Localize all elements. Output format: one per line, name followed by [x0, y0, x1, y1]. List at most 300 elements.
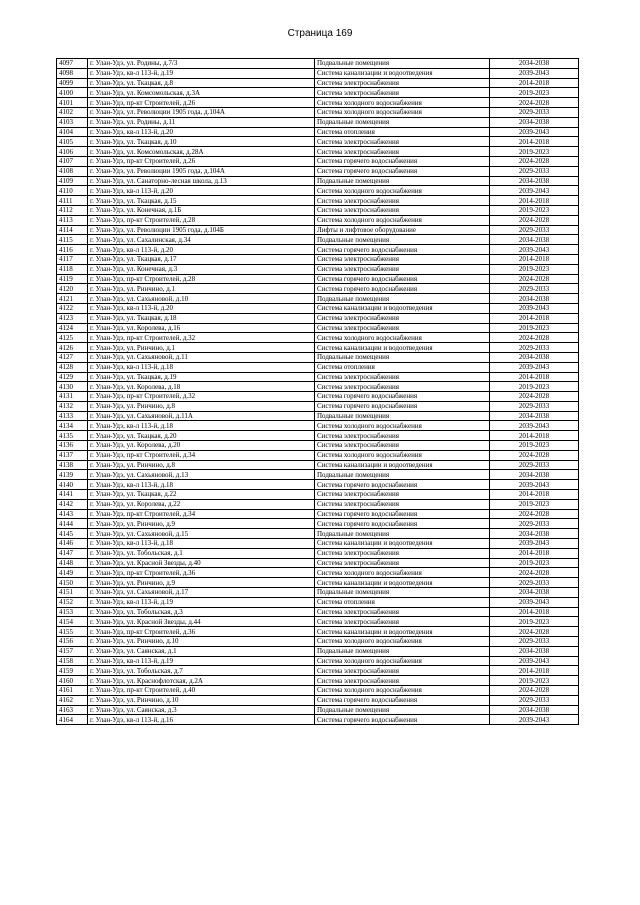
- system-cell: Система электроснабжения: [315, 205, 490, 215]
- period-cell: 2034-2038: [490, 176, 579, 186]
- row-number: 4154: [57, 617, 88, 627]
- row-number: 4111: [57, 196, 88, 206]
- system-cell: Система холодного водоснабжения: [315, 107, 490, 117]
- table-row: [57, 646, 579, 656]
- table-row: [57, 411, 579, 421]
- system-cell: Система канализации и водоотведения: [315, 539, 490, 549]
- system-cell: Система горячего водоснабжения: [315, 156, 490, 166]
- system-cell: Система горячего водоснабжения: [315, 166, 490, 176]
- system-cell: Система горячего водоснабжения: [315, 401, 490, 411]
- row-number: 4113: [57, 215, 88, 225]
- period-cell: 2019-2023: [490, 205, 579, 215]
- address-cell: г. Улан-Удэ, кв-л 113-й, д.19: [88, 68, 315, 78]
- table-row: [57, 245, 579, 255]
- table-row: [57, 254, 579, 264]
- period-cell: 2029-2033: [490, 519, 579, 529]
- system-cell: Система холодного водоснабжения: [315, 98, 490, 108]
- address-cell: г. Улан-Удэ, ул. Ринчино, д.8: [88, 460, 315, 470]
- row-number: 4132: [57, 401, 88, 411]
- table-row: [57, 176, 579, 186]
- address-cell: г. Улан-Удэ, ул. Краснофлотская, д.2А: [88, 676, 315, 686]
- period-cell: 2024-2028: [490, 392, 579, 402]
- table-row: [57, 166, 579, 176]
- system-cell: Система холодного водоснабжения: [315, 450, 490, 460]
- table-row: [57, 695, 579, 705]
- period-cell: 2024-2028: [490, 509, 579, 519]
- system-cell: Система электроснабжения: [315, 372, 490, 382]
- address-cell: г. Улан-Удэ, ул. Ринчино, д.1: [88, 343, 315, 353]
- period-cell: 2039-2043: [490, 421, 579, 431]
- row-number: 4102: [57, 107, 88, 117]
- row-number: 4148: [57, 558, 88, 568]
- address-cell: г. Улан-Удэ, ул. Саянская, д.3: [88, 705, 315, 715]
- period-cell: 2014-2018: [490, 548, 579, 558]
- period-cell: 2034-2038: [490, 235, 579, 245]
- table-row: [57, 323, 579, 333]
- period-cell: 2014-2018: [490, 196, 579, 206]
- table-row: [57, 450, 579, 460]
- address-cell: г. Улан-Удэ, ул. Ткацкая, д.22: [88, 490, 315, 500]
- system-cell: Система горячего водоснабжения: [315, 245, 490, 255]
- row-number: 4104: [57, 127, 88, 137]
- row-number: 4117: [57, 254, 88, 264]
- address-cell: г. Улан-Удэ, ул. Тобольская, д.3: [88, 607, 315, 617]
- table-row: [57, 578, 579, 588]
- address-cell: г. Улан-Удэ, пр-кт Строителей, д.28: [88, 215, 315, 225]
- row-number: 4141: [57, 490, 88, 500]
- row-number: 4107: [57, 156, 88, 166]
- system-cell: Лифты и лифтовое оборудование: [315, 225, 490, 235]
- table-row: [57, 529, 579, 539]
- system-cell: Подвальные помещения: [315, 588, 490, 598]
- system-cell: Система электроснабжения: [315, 137, 490, 147]
- row-number: 4145: [57, 529, 88, 539]
- address-cell: г. Улан-Удэ, ул. Революции 1905 года, д.104А: [88, 107, 315, 117]
- address-cell: г. Улан-Удэ, ул. Ринчино, д.10: [88, 695, 315, 705]
- system-cell: Подвальные помещения: [315, 646, 490, 656]
- period-cell: 2014-2018: [490, 490, 579, 500]
- table-row: [57, 127, 579, 137]
- system-cell: Система электроснабжения: [315, 88, 490, 98]
- row-number: 4140: [57, 480, 88, 490]
- period-cell: 2014-2018: [490, 254, 579, 264]
- address-cell: г. Улан-Удэ, пр-кт Строителей, д.40: [88, 686, 315, 696]
- table-row: [57, 607, 579, 617]
- table-row: [57, 676, 579, 686]
- period-cell: 2039-2043: [490, 245, 579, 255]
- table-row: [57, 617, 579, 627]
- table-row: [57, 225, 579, 235]
- table-row: [57, 441, 579, 451]
- address-cell: г. Улан-Удэ, ул. Сахьяновой, д.13: [88, 470, 315, 480]
- address-cell: г. Улан-Удэ, кв-л 113-й, д.20: [88, 245, 315, 255]
- system-cell: Система канализации и водоотведения: [315, 343, 490, 353]
- system-cell: Система электроснабжения: [315, 264, 490, 274]
- period-cell: 2039-2043: [490, 715, 579, 725]
- table-row: [57, 666, 579, 676]
- table-row: [57, 558, 579, 568]
- address-cell: г. Улан-Удэ, ул. Королева, д.16: [88, 323, 315, 333]
- system-cell: Система электроснабжения: [315, 254, 490, 264]
- system-cell: Подвальные помещения: [315, 470, 490, 480]
- period-cell: 2019-2023: [490, 441, 579, 451]
- system-cell: Система холодного водоснабжения: [315, 656, 490, 666]
- row-number: 4103: [57, 117, 88, 127]
- period-cell: 2029-2033: [490, 107, 579, 117]
- system-cell: Система отопления: [315, 597, 490, 607]
- period-cell: 2039-2043: [490, 539, 579, 549]
- address-cell: г. Улан-Удэ, ул. Красной Звезды, д.44: [88, 617, 315, 627]
- row-number: 4143: [57, 509, 88, 519]
- table-row: [57, 705, 579, 715]
- system-cell: Система электроснабжения: [315, 441, 490, 451]
- row-number: 4119: [57, 274, 88, 284]
- system-cell: Система холодного водоснабжения: [315, 637, 490, 647]
- address-cell: г. Улан-Удэ, ул. Тобольская, д.7: [88, 666, 315, 676]
- system-cell: Подвальные помещения: [315, 352, 490, 362]
- period-cell: 2039-2043: [490, 597, 579, 607]
- period-cell: 2039-2043: [490, 303, 579, 313]
- address-cell: г. Улан-Удэ, пр-кт Строителей, д.34: [88, 509, 315, 519]
- address-cell: г. Улан-Удэ, ул. Революции 1905 года, д.104Б: [88, 225, 315, 235]
- period-cell: 2024-2028: [490, 156, 579, 166]
- row-number: 4115: [57, 235, 88, 245]
- address-cell: г. Улан-Удэ, кв-л 113-й, д.18: [88, 421, 315, 431]
- address-cell: г. Улан-Удэ, ул. Санаторно-лесная школа, д.13: [88, 176, 315, 186]
- system-cell: Система холодного водоснабжения: [315, 421, 490, 431]
- row-number: 4135: [57, 431, 88, 441]
- row-number: 4101: [57, 98, 88, 108]
- period-cell: 2014-2018: [490, 372, 579, 382]
- table-row: [57, 597, 579, 607]
- address-cell: г. Улан-Удэ, ул. Ткацкая, д.19: [88, 372, 315, 382]
- period-cell: 2024-2028: [490, 215, 579, 225]
- system-cell: Система горячего водоснабжения: [315, 509, 490, 519]
- row-number: 4106: [57, 147, 88, 157]
- row-number: 4160: [57, 676, 88, 686]
- row-number: 4142: [57, 499, 88, 509]
- address-cell: г. Улан-Удэ, кв-л 113-й, д.20: [88, 303, 315, 313]
- period-cell: 2019-2023: [490, 499, 579, 509]
- address-cell: г. Улан-Удэ, ул. Сахьяновой, д.15: [88, 529, 315, 539]
- period-cell: 2039-2043: [490, 362, 579, 372]
- row-number: 4162: [57, 695, 88, 705]
- system-cell: Система канализации и водоотведения: [315, 303, 490, 313]
- table-row: [57, 362, 579, 372]
- table-row: [57, 156, 579, 166]
- table-row: [57, 274, 579, 284]
- period-cell: 2029-2033: [490, 460, 579, 470]
- address-cell: г. Улан-Удэ, ул. Ринчино, д.9: [88, 578, 315, 588]
- table-row: [57, 117, 579, 127]
- address-cell: г. Улан-Удэ, ул. Ткацкая, д.8: [88, 78, 315, 88]
- address-cell: г. Улан-Удэ, пр-кт Строителей, д.32: [88, 333, 315, 343]
- system-cell: Система холодного водоснабжения: [315, 686, 490, 696]
- system-cell: Система холодного водоснабжения: [315, 333, 490, 343]
- repair-schedule-table: [56, 58, 579, 725]
- system-cell: Система электроснабжения: [315, 78, 490, 88]
- address-cell: г. Улан-Удэ, ул. Сахалинская, д.34: [88, 235, 315, 245]
- period-cell: 2034-2038: [490, 59, 579, 69]
- system-cell: Система горячего водоснабжения: [315, 519, 490, 529]
- address-cell: г. Улан-Удэ, пр-кт Строителей, д.36: [88, 568, 315, 578]
- row-number: 4146: [57, 539, 88, 549]
- system-cell: Система электроснабжения: [315, 607, 490, 617]
- period-cell: 2014-2018: [490, 313, 579, 323]
- address-cell: г. Улан-Удэ, ул. Королева, д.18: [88, 382, 315, 392]
- period-cell: 2034-2038: [490, 294, 579, 304]
- table-row: [57, 284, 579, 294]
- period-cell: 2034-2038: [490, 588, 579, 598]
- table-row: [57, 352, 579, 362]
- period-cell: 2019-2023: [490, 264, 579, 274]
- row-number: 4110: [57, 186, 88, 196]
- table-row: [57, 78, 579, 88]
- row-number: 4151: [57, 588, 88, 598]
- system-cell: Система электроснабжения: [315, 676, 490, 686]
- system-cell: Система электроснабжения: [315, 313, 490, 323]
- system-cell: Подвальные помещения: [315, 294, 490, 304]
- period-cell: 2034-2038: [490, 705, 579, 715]
- table-row: [57, 147, 579, 157]
- row-number: 4163: [57, 705, 88, 715]
- table-row: [57, 509, 579, 519]
- table-row: [57, 88, 579, 98]
- period-cell: 2039-2043: [490, 127, 579, 137]
- address-cell: г. Улан-Удэ, ул. Комсомольская, д.3А: [88, 88, 315, 98]
- table-row: [57, 548, 579, 558]
- table-row: [57, 421, 579, 431]
- address-cell: г. Улан-Удэ, ул. Ткацкая, д.15: [88, 196, 315, 206]
- period-cell: 2029-2033: [490, 401, 579, 411]
- table-row: [57, 480, 579, 490]
- row-number: 4120: [57, 284, 88, 294]
- row-number: 4105: [57, 137, 88, 147]
- period-cell: 2029-2033: [490, 637, 579, 647]
- address-cell: г. Улан-Удэ, кв-л 113-й, д.20: [88, 127, 315, 137]
- table-row: [57, 98, 579, 108]
- system-cell: Подвальные помещения: [315, 59, 490, 69]
- address-cell: г. Улан-Удэ, ул. Ткацкая, д.10: [88, 137, 315, 147]
- table-row: [57, 372, 579, 382]
- table-row: [57, 313, 579, 323]
- address-cell: г. Улан-Удэ, ул. Родины, д.7/3: [88, 59, 315, 69]
- row-number: 4136: [57, 441, 88, 451]
- row-number: 4112: [57, 205, 88, 215]
- address-cell: г. Улан-Удэ, ул. Королева, д.22: [88, 499, 315, 509]
- table-row: [57, 392, 579, 402]
- table-row: [57, 637, 579, 647]
- table-row: [57, 539, 579, 549]
- row-number: 4156: [57, 637, 88, 647]
- period-cell: 2024-2028: [490, 98, 579, 108]
- period-cell: 2014-2018: [490, 666, 579, 676]
- period-cell: 2029-2033: [490, 225, 579, 235]
- system-cell: Система горячего водоснабжения: [315, 480, 490, 490]
- system-cell: Система электроснабжения: [315, 196, 490, 206]
- row-number: 4164: [57, 715, 88, 725]
- address-cell: г. Улан-Удэ, пр-кт Строителей, д.32: [88, 392, 315, 402]
- table-row: [57, 568, 579, 578]
- system-cell: Система электроснабжения: [315, 323, 490, 333]
- address-cell: г. Улан-Удэ, ул. Ткацкая, д.17: [88, 254, 315, 264]
- system-cell: Система электроснабжения: [315, 617, 490, 627]
- period-cell: 2024-2028: [490, 568, 579, 578]
- row-number: 4129: [57, 372, 88, 382]
- table-row: [57, 59, 579, 69]
- table-row: [57, 343, 579, 353]
- system-cell: Система электроснабжения: [315, 147, 490, 157]
- period-cell: 2039-2043: [490, 68, 579, 78]
- system-cell: Система канализации и водоотведения: [315, 627, 490, 637]
- period-cell: 2034-2038: [490, 352, 579, 362]
- table-row: [57, 470, 579, 480]
- table-row: [57, 137, 579, 147]
- row-number: 4150: [57, 578, 88, 588]
- period-cell: 2039-2043: [490, 186, 579, 196]
- system-cell: Подвальные помещения: [315, 176, 490, 186]
- address-cell: г. Улан-Удэ, кв-л 113-й, д.16: [88, 715, 315, 725]
- address-cell: г. Улан-Удэ, ул. Королева, д.20: [88, 441, 315, 451]
- row-number: 4139: [57, 470, 88, 480]
- row-number: 4098: [57, 68, 88, 78]
- period-cell: 2014-2018: [490, 78, 579, 88]
- system-cell: Система холодного водоснабжения: [315, 568, 490, 578]
- system-cell: Система горячего водоснабжения: [315, 284, 490, 294]
- system-cell: Система канализации и водоотведения: [315, 68, 490, 78]
- row-number: 4097: [57, 59, 88, 69]
- address-cell: г. Улан-Удэ, ул. Ринчино, д.1: [88, 284, 315, 294]
- row-number: 4127: [57, 352, 88, 362]
- system-cell: Подвальные помещения: [315, 235, 490, 245]
- period-cell: 2029-2033: [490, 578, 579, 588]
- table-row: [57, 107, 579, 117]
- period-cell: 2019-2023: [490, 147, 579, 157]
- address-cell: г. Улан-Удэ, ул. Родины, д.11: [88, 117, 315, 127]
- period-cell: 2034-2038: [490, 117, 579, 127]
- system-cell: Система электроснабжения: [315, 499, 490, 509]
- row-number: 4114: [57, 225, 88, 235]
- address-cell: г. Улан-Удэ, ул. Революции 1905 года, д.104А: [88, 166, 315, 176]
- period-cell: 2019-2023: [490, 323, 579, 333]
- table-row: [57, 303, 579, 313]
- row-number: 4116: [57, 245, 88, 255]
- address-cell: г. Улан-Удэ, ул. Саянская, д.1: [88, 646, 315, 656]
- system-cell: Система канализации и водоотведения: [315, 578, 490, 588]
- period-cell: 2014-2018: [490, 137, 579, 147]
- address-cell: г. Улан-Удэ, пр-кт Строителей, д.34: [88, 450, 315, 460]
- period-cell: 2034-2038: [490, 529, 579, 539]
- address-cell: г. Улан-Удэ, ул. Сахьяновой, д.10: [88, 294, 315, 304]
- row-number: 4147: [57, 548, 88, 558]
- table-row: [57, 186, 579, 196]
- address-cell: г. Улан-Удэ, ул. Тобольская, д.1: [88, 548, 315, 558]
- system-cell: Подвальные помещения: [315, 529, 490, 539]
- table-row: [57, 431, 579, 441]
- period-cell: 2014-2018: [490, 607, 579, 617]
- system-cell: Система горячего водоснабжения: [315, 715, 490, 725]
- system-cell: Система холодного водоснабжения: [315, 186, 490, 196]
- address-cell: г. Улан-Удэ, пр-кт Строителей, д.26: [88, 156, 315, 166]
- row-number: 4108: [57, 166, 88, 176]
- system-cell: Система электроснабжения: [315, 431, 490, 441]
- row-number: 4138: [57, 460, 88, 470]
- period-cell: 2024-2028: [490, 686, 579, 696]
- system-cell: Система отопления: [315, 362, 490, 372]
- table-row: [57, 519, 579, 529]
- page-title: Страница 169: [287, 28, 353, 39]
- address-cell: г. Улан-Удэ, ул. Ринчино, д.8: [88, 401, 315, 411]
- table-row: [57, 499, 579, 509]
- period-cell: 2039-2043: [490, 656, 579, 666]
- row-number: 4157: [57, 646, 88, 656]
- row-number: 4137: [57, 450, 88, 460]
- address-cell: г. Улан-Удэ, ул. Сахьяновой, д.17: [88, 588, 315, 598]
- address-cell: г. Улан-Удэ, ул. Конечная, д.3: [88, 264, 315, 274]
- period-cell: 2024-2028: [490, 333, 579, 343]
- address-cell: г. Улан-Удэ, пр-кт Строителей, д.26: [88, 98, 315, 108]
- row-number: 4130: [57, 382, 88, 392]
- address-cell: г. Улан-Удэ, пр-кт Строителей, д.36: [88, 627, 315, 637]
- period-cell: 2019-2023: [490, 382, 579, 392]
- address-cell: г. Улан-Удэ, ул. Конечная, д.1Б: [88, 205, 315, 215]
- table-row: [57, 294, 579, 304]
- system-cell: Система электроснабжения: [315, 558, 490, 568]
- row-number: 4149: [57, 568, 88, 578]
- period-cell: 2019-2023: [490, 88, 579, 98]
- system-cell: Система электроснабжения: [315, 382, 490, 392]
- table-row: [57, 68, 579, 78]
- system-cell: Система электроснабжения: [315, 548, 490, 558]
- row-number: 4122: [57, 303, 88, 313]
- row-number: 4118: [57, 264, 88, 274]
- table-row: [57, 588, 579, 598]
- table-row: [57, 264, 579, 274]
- row-number: 4134: [57, 421, 88, 431]
- period-cell: 2029-2033: [490, 695, 579, 705]
- period-cell: 2019-2023: [490, 617, 579, 627]
- table-row: [57, 460, 579, 470]
- period-cell: 2034-2038: [490, 646, 579, 656]
- address-cell: г. Улан-Удэ, ул. Ринчино, д.10: [88, 637, 315, 647]
- address-cell: г. Улан-Удэ, кв-л 113-й, д.19: [88, 656, 315, 666]
- address-cell: г. Улан-Удэ, кв-л 113-й, д.18: [88, 539, 315, 549]
- period-cell: 2029-2033: [490, 166, 579, 176]
- period-cell: 2034-2038: [490, 411, 579, 421]
- system-cell: Система горячего водоснабжения: [315, 392, 490, 402]
- system-cell: Система горячего водоснабжения: [315, 695, 490, 705]
- system-cell: Подвальные помещения: [315, 411, 490, 421]
- address-cell: г. Улан-Удэ, кв-л 113-й, д.18: [88, 362, 315, 372]
- row-number: 4133: [57, 411, 88, 421]
- period-cell: 2034-2038: [490, 470, 579, 480]
- table-row: [57, 656, 579, 666]
- table-row: [57, 196, 579, 206]
- address-cell: г. Улан-Удэ, ул. Ринчино, д.9: [88, 519, 315, 529]
- row-number: 4100: [57, 88, 88, 98]
- table-row: [57, 715, 579, 725]
- address-cell: г. Улан-Удэ, ул. Сахьяновой, д.11А: [88, 411, 315, 421]
- row-number: 4144: [57, 519, 88, 529]
- table-row: [57, 333, 579, 343]
- row-number: 4124: [57, 323, 88, 333]
- system-cell: Система электроснабжения: [315, 666, 490, 676]
- system-cell: Система электроснабжения: [315, 490, 490, 500]
- row-number: 4123: [57, 313, 88, 323]
- table-row: [57, 205, 579, 215]
- period-cell: 2029-2033: [490, 343, 579, 353]
- table-row: [57, 215, 579, 225]
